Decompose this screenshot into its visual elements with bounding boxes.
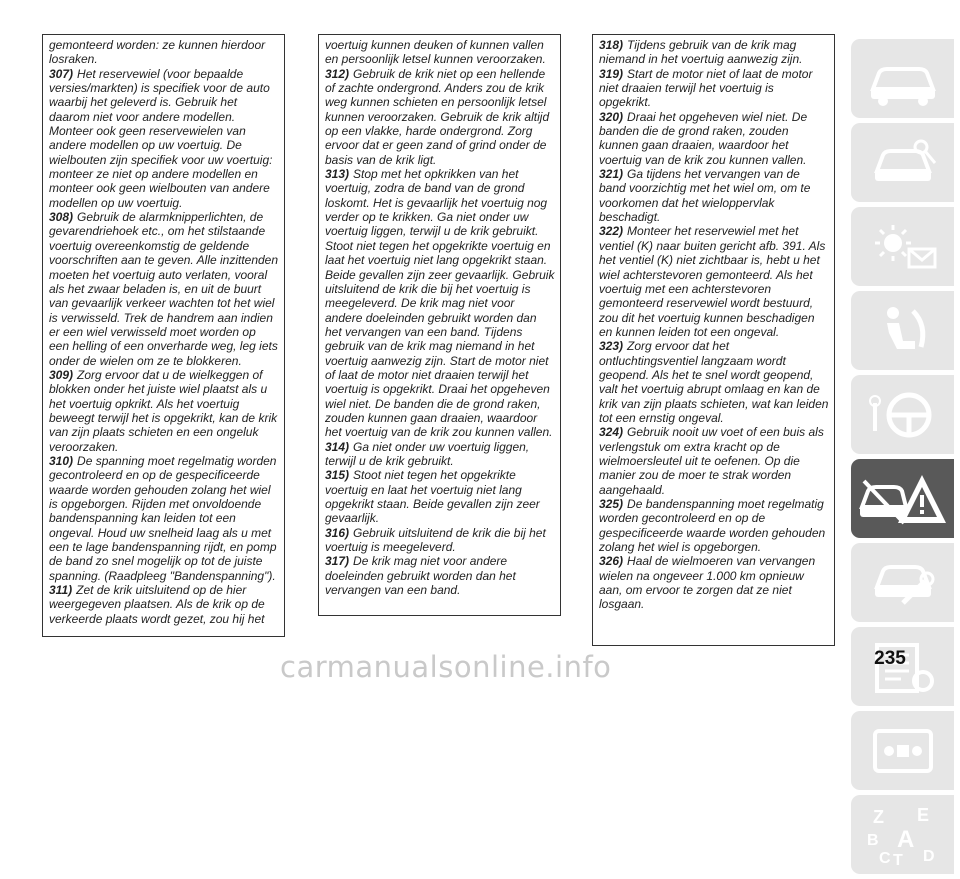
note-text: Ga niet onder uw voertuig liggen, terwijl u de krik gebruikt. xyxy=(325,439,530,468)
note-number: 321) xyxy=(599,167,624,182)
watermark: carmanualsonline.info xyxy=(280,650,612,684)
note-number: 307) xyxy=(49,66,74,81)
note-number: 320) xyxy=(599,109,624,124)
index-letter: B xyxy=(866,831,879,849)
note-paragraph xyxy=(599,425,829,497)
car-key-icon xyxy=(863,133,943,193)
note-paragraph xyxy=(325,526,555,555)
note-text: Monteer het reservewiel met het ventiel (K) naar buiten gericht afb. 391. Als het ventiel (K) niet zichtbaar is, hebt u het wiel achterstevoren gemonteerd. Als het voertuig met een achterstevoren gemonteerd reservewiel wordt bestuurd, zou dit het voertuig kunnen beschadigen en kunnen leiden tot een ongeval. xyxy=(599,224,826,339)
tab-keys-doors[interactable] xyxy=(851,123,954,202)
note-text: Stoot niet tegen het opgekrikte voertuig en laat het voertuig niet lang opgekrikt staan. Beide gevallen zijn zeer gevaarlijk. xyxy=(325,468,540,526)
note-paragraph xyxy=(599,167,829,224)
note-number: 316) xyxy=(325,525,350,540)
note-text: Tijdens gebruik van de krik mag niemand in het voertuig aanwezig zijn. xyxy=(599,38,803,67)
note-paragraph xyxy=(325,67,555,167)
note-paragraph xyxy=(599,339,829,425)
note-text: Gebruik de krik niet op een hellende of zachte ondergrond. Anders zou de krik weg kunnen schieten en persoonlijk letsel kunnen veroorzaken. Gebruik de krik altijd op een vlakke, harde ondergrond. Zorg ervoor dat er geen zand of grind onder de basis van de krik ligt. xyxy=(325,66,550,167)
note-number: 325) xyxy=(599,497,624,511)
tab-emergency[interactable] xyxy=(851,459,954,538)
note-paragraph xyxy=(599,554,829,611)
alphabetical-index-icon xyxy=(863,721,943,781)
note-text: De bandenspanning moet regelmatig worden gecontroleerd en op de gespecificeerde waarde worden gehouden zolang het wiel is opgeborgen. xyxy=(599,497,826,555)
note-text: voertuig kunnen deuken of kunnen vallen en persoonlijk letsel kunnen veroorzaken. xyxy=(325,38,546,67)
note-paragraph xyxy=(325,38,555,67)
note-text: Gebruik de alarmknipperlichten, de gevarendriehoek etc., om het stilstaande voertuig overeenkomstig de geldende voorschriften aan te geven. Alle inzittenden moeten het voertuig auto verlaten, vooral als het zwaar beladen is, en uit de buurt van gevaarlijk verkeer wachten tot het wiel is verwisseld. Trek de handrem aan indien er een wiel verwisseld moet worden op een helling of een onverharde weg, leg iets onder de wielen om ze te blokkeren. xyxy=(49,210,279,368)
note-paragraph xyxy=(599,110,829,167)
tab-warning-lights[interactable] xyxy=(851,207,954,286)
index-letter: E xyxy=(916,804,929,825)
index-letter: T xyxy=(892,851,903,867)
index-letter: D xyxy=(922,847,935,865)
note-number: 314) xyxy=(325,439,350,454)
note-paragraph xyxy=(325,440,555,469)
tab-safety[interactable] xyxy=(851,291,954,370)
note-text: Draai het opgeheven wiel niet. De banden die de grond raken, zouden kunnen gaan draaien, waardoor het voertuig van de krik zou kunnen vallen. xyxy=(599,109,808,167)
note-number: 313) xyxy=(325,167,350,182)
index-letter: A xyxy=(896,825,914,853)
note-number: 311) xyxy=(49,583,73,598)
note-text: De spanning moet regelmatig worden gecontroleerd en op de gespecificeerde waarde worden gehouden zolang het wiel is opgeborgen. Rijden met onvoldoende bandenspanning kan leiden tot een ongeval. Houd uw snelheid laag als u met een te lage bandenspanning rijdt, en pomp de band zo snel mogelijk op tot de juiste spanning. (Raadpleeg "Bandenspanning"). xyxy=(49,453,277,583)
note-text: Het reservewiel (voor bepaalde versies/markten) is specifiek voor de auto waarbij het geleverd is. Gebruik het daarom niet voor andere modellen. Monteer ook geen reservewielen van andere modellen op uw voertuig. De wielbouten zijn specifiek voor uw voertuig: monteer ze niet op andere modellen en monteer ook geen wielbouten van andere modellen op uw voertuig. xyxy=(49,66,273,210)
index-letter: Z xyxy=(872,806,884,827)
text-column-2 xyxy=(318,34,561,616)
tab-index[interactable] xyxy=(851,795,954,874)
note-number: 326) xyxy=(599,554,624,569)
note-number: 310) xyxy=(49,453,74,468)
note-number: 322) xyxy=(599,224,624,239)
note-number: 319) xyxy=(599,66,624,81)
note-paragraph xyxy=(599,224,829,339)
note-paragraph xyxy=(49,38,279,67)
note-text: Zorg ervoor dat u de wielkeggen of blokken onder het juiste wiel plaatst als u het voertuig opkrikt. Als het voertuig beweegt terwijl het is opgekrikt, kan de krik van zijn plaats schieten en een ongeluk veroorzaken. xyxy=(49,367,278,454)
note-paragraph xyxy=(599,67,829,110)
note-number: 323) xyxy=(599,339,624,354)
text-column-1 xyxy=(42,34,285,637)
note-paragraph xyxy=(325,167,555,440)
note-text: Zorg ervoor dat het ontluchtingsventiel langzaam wordt geopend. Als het te snel wordt geopend, valt het voertuig abrupt omlaag en kan de krik van zijn plaats schieten, wat kan leiden tot een ernstig ongeval. xyxy=(599,339,829,425)
note-paragraph xyxy=(49,368,279,454)
note-paragraph xyxy=(49,210,279,368)
note-number: 318) xyxy=(599,38,624,52)
note-number: 317) xyxy=(325,554,350,569)
text-column-3 xyxy=(592,34,835,646)
car-dashboard-icon xyxy=(863,49,943,109)
note-paragraph xyxy=(599,497,829,554)
note-paragraph xyxy=(325,554,555,597)
index-letters-icon xyxy=(863,803,943,867)
warning-light-icon xyxy=(863,217,943,277)
maintenance-wrench-icon xyxy=(863,553,943,613)
note-number: 315) xyxy=(325,468,350,483)
note-text: Haal de wielmoeren van vervangen wielen na ongeveer 1.000 km opnieuw aan, om ervoor te zorgen dat ze niet losgaan. xyxy=(599,554,816,612)
note-text: De krik mag niet voor andere doeleinden gebruikt worden dan het vervangen van een band. xyxy=(325,554,516,598)
note-text: Ga tijdens het vervangen van de band voorzichtig met het wiel om, om te voorkomen dat het wieloppervlak beschadigt. xyxy=(599,167,811,225)
note-text: Stop met het opkrikken van het voertuig, zodra de band van de grond loskomt. Het is gevaarlijk het voertuig nog verder op te krikken. Ga niet onder uw voertuig liggen, terwijl u de krik gebruikt. Stoot niet tegen het opgekrikte voertuig en laat het voertuig niet lang opgekrikt staan. Beide gevallen zijn zeer gevaarlijk. Gebruik uitsluitend de krik die bij het voertuig is meegeleverd. De krik mag niet voor andere doeleinden gebruikt worden dan het vervangen van een band. Tijdens gebruik van de krik mag niemand in het voertuig aanwezig zijn. Start de motor niet of laat de motor niet draaien terwijl het voertuig is opgekrikt. Draai het opgeheven wiel niet. De banden die de grond raken, zouden kunnen gaan draaien, waardoor het voertuig van de krik zou kunnen vallen. xyxy=(325,167,555,440)
note-text: gemonteerd worden: ze kunnen hierdoor losraken. xyxy=(49,38,266,67)
tab-maintenance[interactable] xyxy=(851,543,954,622)
note-paragraph xyxy=(325,468,555,525)
car-breakdown-warning-icon xyxy=(858,467,948,531)
note-paragraph xyxy=(49,583,279,626)
note-number: 308) xyxy=(49,210,74,225)
note-paragraph xyxy=(49,454,279,583)
note-paragraph xyxy=(49,67,279,210)
steering-wheel-icon xyxy=(863,385,943,445)
index-letter: C xyxy=(878,849,891,867)
chapter-tabs xyxy=(851,39,954,879)
note-text: Gebruik uitsluitend de krik die bij het voertuig is meegeleverd. xyxy=(325,525,546,555)
page-number: 235 xyxy=(874,648,906,669)
note-text: Zet de krik uitsluitend op de hier weergegeven plaatsen. Als de krik op de verkeerde plaats wordt gezet, zou hij het xyxy=(49,583,265,626)
note-text: Start de motor niet of laat de motor niet draaien terwijl het voertuig is opgekrikt. xyxy=(599,66,813,110)
note-number: 309) xyxy=(49,367,74,382)
note-text: Gebruik nooit uw voet of een buis als verlengstuk om extra kracht op de wielmoersleutel uit te oefenen. Op die manier zou de moer te strak worden aangehaald. xyxy=(599,425,824,497)
tab-multimedia[interactable] xyxy=(851,711,954,790)
note-paragraph xyxy=(599,38,829,67)
note-number: 312) xyxy=(325,66,350,81)
tab-getting-to-know[interactable] xyxy=(851,39,954,118)
seat-safety-icon xyxy=(863,301,943,361)
note-number: 324) xyxy=(599,425,624,440)
tab-driving[interactable] xyxy=(851,375,954,454)
